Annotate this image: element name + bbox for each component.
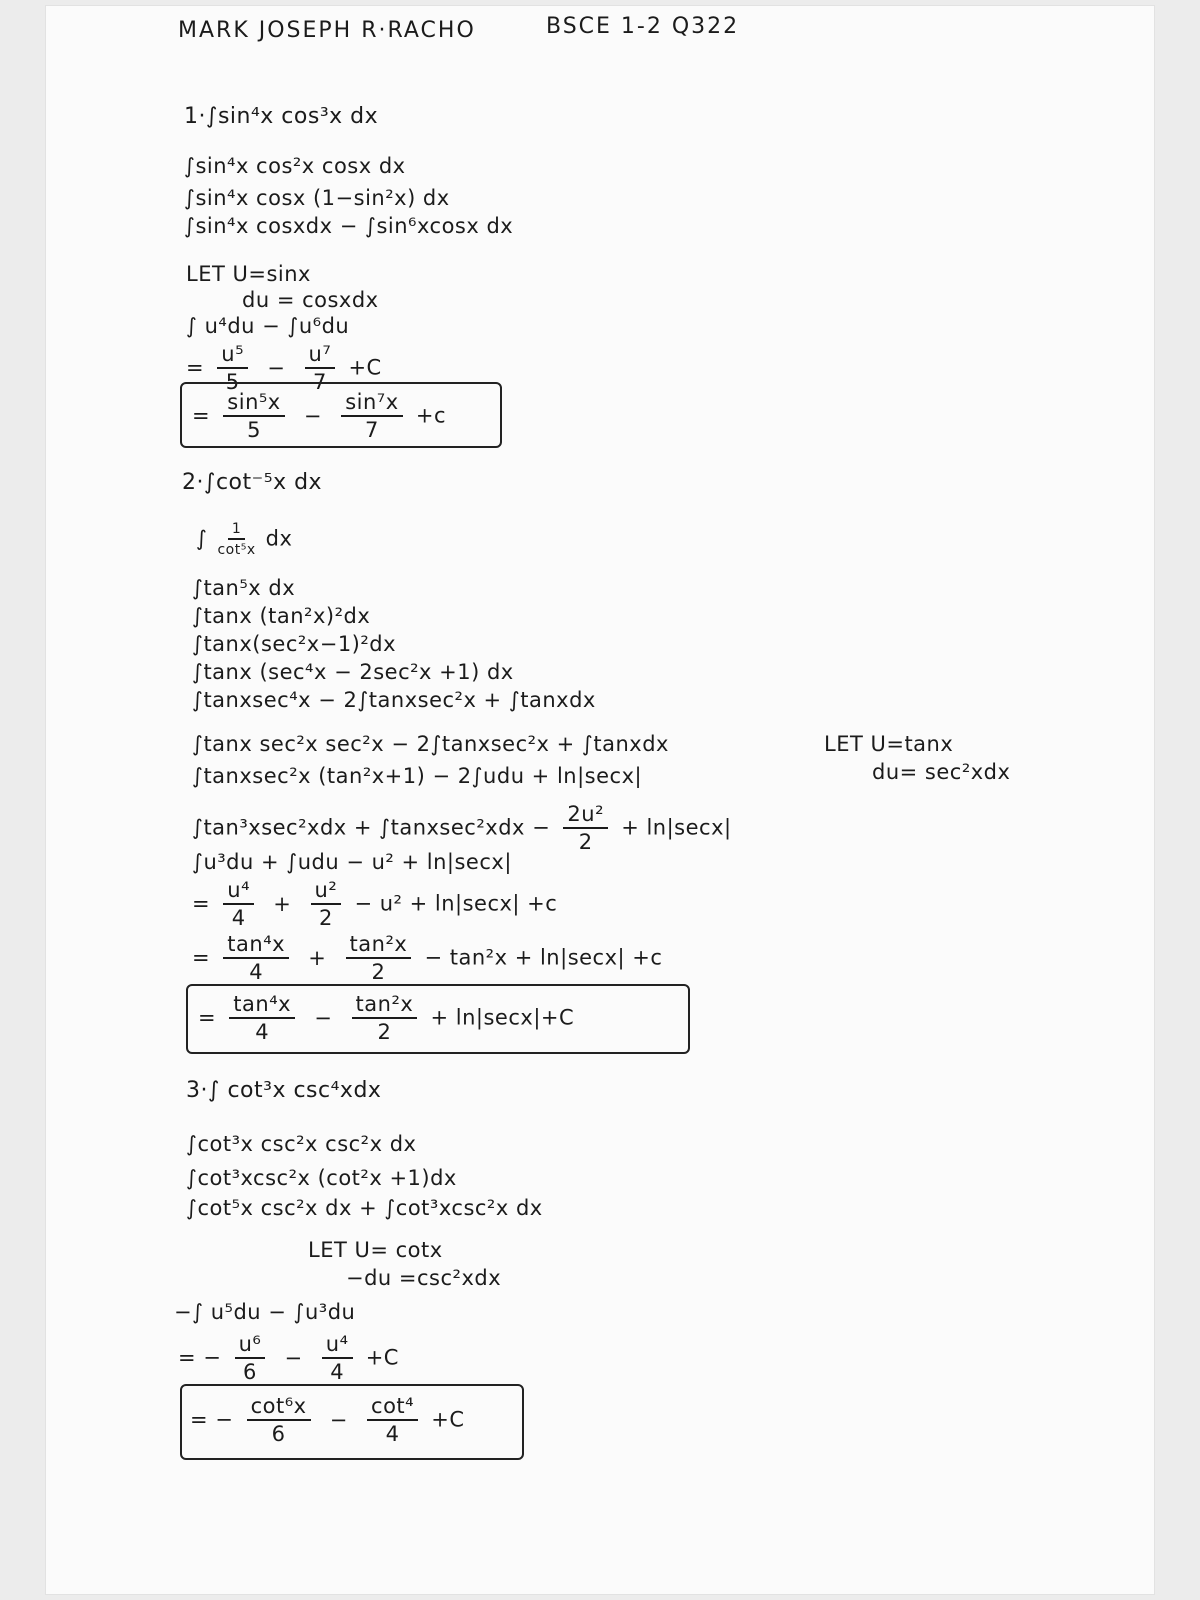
p3-step-1: ∫cot³x csc²x csc²x dx — [186, 1132, 417, 1156]
p2-step-1: ∫ $\frac{1}{\text{cot⁵x}}$ dx — [196, 521, 293, 558]
fraction: $\frac{\text{tan²x}}{2}$ — [352, 994, 418, 1043]
p3-differential: −du =csc²xdx — [346, 1266, 502, 1290]
p2-result-2: = $\frac{\text{tan⁴x}}{4}$ + $\frac{\text{tan²x}}{2}$ − tan²x + ln|secx| +c — [192, 932, 663, 984]
fraction: $\frac{\text{tan²x}}{2}$ — [346, 934, 412, 983]
problem-3-title: 3·∫ cot³x csc⁴xdx — [186, 1078, 382, 1103]
fraction: $\frac{\text{u⁵}}{5}$ — [217, 344, 248, 393]
p2-step-4: ∫tanx(sec²x−1)²dx — [192, 632, 397, 656]
p1-differential: du = cosxdx — [242, 288, 379, 312]
p2-step-9: ∫tan³xsec²xdx + ∫tanxsec²xdx − $\frac{\text{2u²}}{2}$ + ln|secx| — [192, 802, 732, 854]
p3-answer: = − $\frac{\text{cot⁶x}}{6}$ − $\frac{\text{cot⁴}}{4}$ +C — [190, 1394, 465, 1446]
fraction: $\frac{\text{u⁶}}{6}$ — [235, 1334, 266, 1383]
fraction: $\frac{\text{tan⁴x}}{4}$ — [229, 994, 295, 1043]
p2-substitution: LET U=tanx — [824, 732, 954, 756]
p1-step-2: ∫sin⁴x cosx (1−sin²x) dx — [184, 186, 450, 210]
fraction: $\frac{\text{cot⁶x}}{6}$ — [247, 1396, 311, 1445]
fraction: $\frac{\text{2u²}}{2}$ — [563, 804, 608, 853]
p1-step-1: ∫sin⁴x cos²x cosx dx — [184, 154, 406, 178]
p3-step-4: −∫ u⁵du − ∫u³du — [174, 1300, 356, 1324]
problem-1-title: 1·∫sin⁴x cos³x dx — [184, 104, 379, 129]
p2-step-5: ∫tanx (sec⁴x − 2sec²x +1) dx — [192, 660, 514, 684]
p1-result: = $\frac{\text{u⁵}}{5}$ − $\frac{\text{u⁷}}{7}$ +C — [186, 342, 382, 394]
p2-step-8: ∫tanxsec²x (tan²x+1) − 2∫udu + ln|secx| — [192, 764, 643, 788]
p3-substitution: LET U= cotx — [308, 1238, 443, 1262]
p3-step-3: ∫cot⁵x csc²x dx + ∫cot³xcsc²x dx — [186, 1196, 543, 1220]
fraction: $\frac{\text{tan⁴x}}{4}$ — [223, 934, 289, 983]
p1-answer: = $\frac{\text{sin⁵x}}{5}$ − $\frac{\text{sin⁷x}}{7}$ +c — [192, 390, 446, 442]
worksheet-page — [46, 6, 1154, 1594]
p2-step-2: ∫tan⁵x dx — [192, 576, 296, 600]
p2-step-3: ∫tanx (tan²x)²dx — [192, 604, 371, 628]
p1-step-3: ∫sin⁴x cosxdx − ∫sin⁶xcosx dx — [184, 214, 514, 238]
fraction: $\frac{\text{u⁴}}{4}$ — [223, 880, 254, 929]
p2-differential: du= sec²xdx — [872, 760, 1011, 784]
problem-2-title: 2·∫cot⁻⁵x dx — [182, 470, 323, 495]
fraction: $\frac{\text{u⁴}}{4}$ — [322, 1334, 353, 1383]
fraction: $\frac{\text{u²}}{2}$ — [311, 880, 342, 929]
p2-step-6: ∫tanxsec⁴x − 2∫tanxsec²x + ∫tanxdx — [192, 688, 596, 712]
course-code: BSCE 1-2 Q322 — [546, 14, 740, 39]
fraction: $\frac{1}{\text{cot⁵x}}$ — [217, 521, 256, 558]
fraction: $\frac{\text{u⁷}}{7}$ — [305, 344, 336, 393]
fraction: $\frac{\text{cot⁴}}{4}$ — [367, 1396, 418, 1445]
student-name: MARK JOSEPH R·RACHO — [178, 18, 476, 43]
fraction: $\frac{\text{sin⁵x}}{5}$ — [223, 392, 284, 441]
p1-step-4: ∫ u⁴du − ∫u⁶du — [186, 314, 350, 338]
p2-result-1: = $\frac{\text{u⁴}}{4}$ + $\frac{\text{u²}}{2}$ − u² + ln|secx| +c — [192, 878, 558, 930]
p1-substitution: LET U=sinx — [186, 262, 311, 286]
p2-answer: = $\frac{\text{tan⁴x}}{4}$ − $\frac{\text{tan²x}}{2}$ + ln|secx|+C — [198, 992, 575, 1044]
p3-result: = − $\frac{\text{u⁶}}{6}$ − $\frac{\text{u⁴}}{4}$ +C — [178, 1332, 399, 1384]
p2-step-10: ∫u³du + ∫udu − u² + ln|secx| — [192, 850, 512, 874]
p3-step-2: ∫cot³xcsc²x (cot²x +1)dx — [186, 1166, 457, 1190]
p2-step-7: ∫tanx sec²x sec²x − 2∫tanxsec²x + ∫tanxdx — [192, 732, 669, 756]
fraction: $\frac{\text{sin⁷x}}{7}$ — [341, 392, 402, 441]
